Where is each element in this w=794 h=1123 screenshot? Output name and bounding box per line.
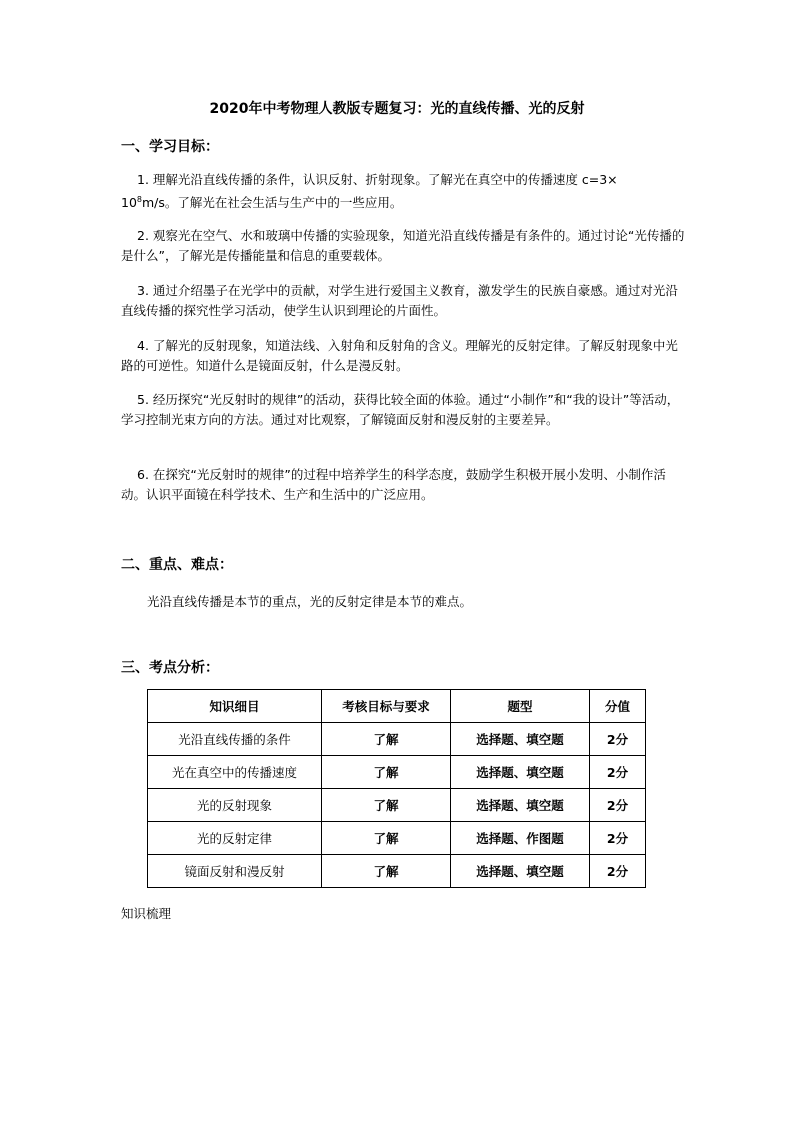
objective-item-5: 5. 经历探究“光反射时的规律”的活动，获得比较全面的体验。通过“小制作”和“我的设计”等活动，学习控制光束方向的方法。通过对比观察，了解镜面反射和漫反射的主要差异。 <box>121 392 680 427</box>
objective-item-4: 4. 了解光的反射现象，知道法线、入射角和反射角的含义。理解光的反射定律。了解反射现象中光路的可逆性。知道什么是镜面反射，什么是漫反射。 <box>121 338 678 373</box>
objective-item-3: 3. 通过介绍墨子在光学中的贡献，对学生进行爱国主义教育，激发学生的民族自豪感。通过对光沿直线传播的探究性学习活动，使学生认识到理论的片面性。 <box>121 283 678 318</box>
table-cell: 了解 <box>322 723 451 756</box>
key-points-text: 光沿直线传播是本节的重点，光的反射定律是本节的难点。 <box>147 594 473 609</box>
objective-item-1 <box>121 170 703 213</box>
table-cell: 了解 <box>322 822 451 855</box>
objective-text: 10 <box>121 195 137 211</box>
table-row <box>148 756 646 789</box>
table-cell: 2分 <box>590 756 646 789</box>
table-cell: 选择题、填空题 <box>451 723 590 756</box>
table-row <box>148 822 646 855</box>
table-cell: 选择题、填空题 <box>451 789 590 822</box>
table-cell: 2分 <box>590 822 646 855</box>
table-cell: 了解 <box>322 756 451 789</box>
table-cell: 了解 <box>322 789 451 822</box>
table-cell: 2分 <box>590 789 646 822</box>
table-cell: 2分 <box>590 723 646 756</box>
table-cell: 光在真空中的传播速度 <box>148 756 322 789</box>
table-row <box>148 855 646 888</box>
table-header-cell: 分值 <box>590 690 646 723</box>
table-cell: 选择题、填空题 <box>451 756 590 789</box>
table-cell: 镜面反射和漫反射 <box>148 855 322 888</box>
table-row <box>148 789 646 822</box>
objective-text: m/s。了解光在社会生活与生产中的一些应用。 <box>142 195 403 211</box>
section-heading-key-points: 二、重点、难点： <box>121 557 233 573</box>
table-header-cell: 考核目标与要求 <box>322 690 451 723</box>
table-cell: 选择题、填空题 <box>451 855 590 888</box>
table-cell: 了解 <box>322 855 451 888</box>
table-cell: 光的反射定律 <box>148 822 322 855</box>
objective-item-2: 2. 观察光在空气、水和玻璃中传播的实验现象，知道光沿直线传播是有条件的。通过讨论“光传播的是什么”，了解光是传播能量和信息的重要载体。 <box>121 228 685 263</box>
table-cell: 光的反射现象 <box>148 789 322 822</box>
table-cell: 光沿直线传播的条件 <box>148 723 322 756</box>
exponent: 8 <box>136 195 142 204</box>
table-header-cell: 知识细目 <box>148 690 322 723</box>
document-title: 2020年中考物理人教版专题复习：光的直线传播、光的反射 <box>209 101 585 117</box>
table-cell: 选择题、作图题 <box>451 822 590 855</box>
table-row <box>148 723 646 756</box>
objective-text: 1. 理解光沿直线传播的条件，认识反射、折射现象。了解光在真空中的传播速度 c=3× <box>137 172 618 187</box>
table-header-cell: 题型 <box>451 690 590 723</box>
exam-points-table <box>147 689 646 888</box>
section-heading-objectives: 一、学习目标： <box>121 139 219 155</box>
objective-item-6: 6. 在探究“光反射时的规律”的过程中培养学生的科学态度，鼓励学生积极开展小发明、小制作活动。认识平面镜在科学技术、生产和生活中的广泛应用。 <box>121 467 666 502</box>
table-header-row <box>148 690 646 723</box>
section-heading-exam-analysis: 三、考点分析： <box>121 660 219 676</box>
table-cell: 2分 <box>590 855 646 888</box>
knowledge-summary-label: 知识梳理 <box>121 906 172 921</box>
